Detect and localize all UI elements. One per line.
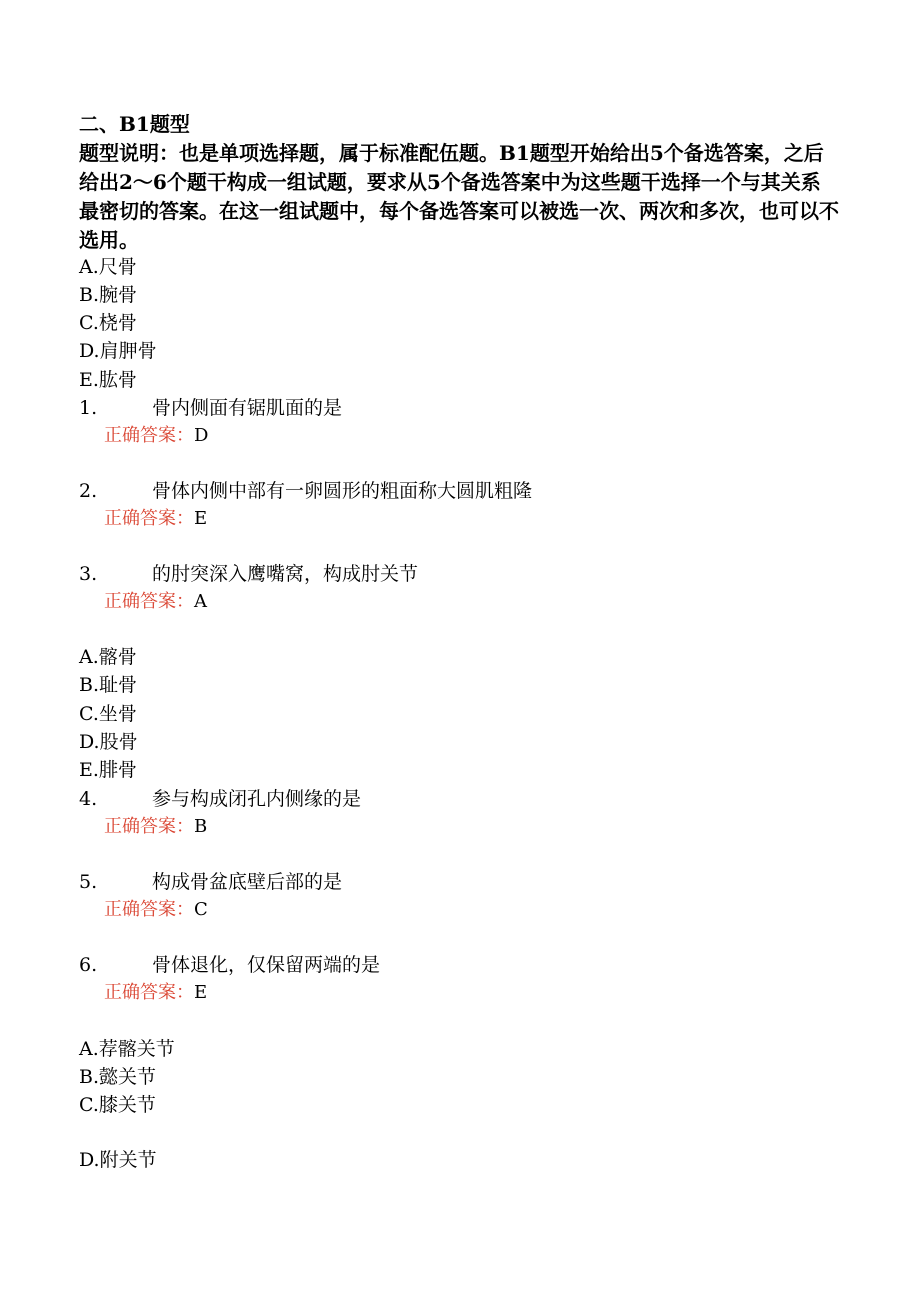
answer-value: B <box>194 816 208 837</box>
answer-label: 正确答案： <box>104 982 194 1003</box>
option-d: D.附关节 <box>79 1149 157 1171</box>
answer-label: 正确答案： <box>104 508 194 529</box>
option-b: B.腕骨 <box>79 284 138 306</box>
answer-value: A <box>194 591 207 612</box>
option-a: A.髂骨 <box>79 646 137 668</box>
question-number: 5. <box>79 871 98 893</box>
answer-value: E <box>194 508 208 529</box>
option-c: C.桡骨 <box>79 312 137 334</box>
answer-line <box>104 814 207 840</box>
question-text: 骨内侧面有锯肌面的是 <box>152 397 343 419</box>
answer-line <box>104 589 207 615</box>
question-text: 的肘突深入鹰嘴窝，构成肘关节 <box>152 563 419 585</box>
option-e: E.肱骨 <box>79 369 137 391</box>
option-a: A.尺骨 <box>79 256 137 278</box>
answer-line <box>104 980 207 1006</box>
question-text: 骨体退化，仅保留两端的是 <box>152 954 381 976</box>
question-text: 骨体内侧中部有一卵圆形的粗面称大圆肌粗隆 <box>152 480 533 502</box>
question-text: 参与构成闭孔内侧缘的是 <box>152 788 362 810</box>
answer-value: D <box>194 425 209 446</box>
answer-label: 正确答案： <box>104 816 194 837</box>
option-b: B.懿关节 <box>79 1066 157 1088</box>
option-b: B.耻骨 <box>79 674 138 696</box>
question-number: 4. <box>79 788 98 810</box>
answer-label: 正确答案： <box>104 425 194 446</box>
answer-line <box>104 897 208 923</box>
question-number: 3. <box>79 563 98 585</box>
option-c: C.膝关节 <box>79 1094 156 1116</box>
option-d: D.股骨 <box>79 731 138 753</box>
question-text: 构成骨盆底壁后部的是 <box>152 871 343 893</box>
answer-value: E <box>194 982 208 1003</box>
question-number: 1. <box>79 397 98 419</box>
section-heading: 二、B1题型 <box>79 112 190 136</box>
question-number: 6. <box>79 954 98 976</box>
answer-value: C <box>194 899 208 920</box>
answer-label: 正确答案： <box>104 899 194 920</box>
option-c: C.坐骨 <box>79 703 137 725</box>
answer-label: 正确答案： <box>104 591 194 612</box>
answer-line <box>104 506 207 532</box>
answer-line <box>104 423 208 449</box>
option-d: D.肩胛骨 <box>79 340 157 362</box>
section-intro: 题型说明：也是单项选择题，属于标准配伍题。B1题型开始给出5个备选答案，之后给出2～6个题干构成一组试题，要求从5个备选答案中为这些题干选择一个与其关系最密切的答案。在这一组试题中，每个备选答案可以被选一次、两次和多次，也可以不选用。 <box>79 141 839 252</box>
option-a: A.荐髂关节 <box>79 1038 175 1060</box>
option-e: E.腓骨 <box>79 759 137 781</box>
question-number: 2. <box>79 480 98 502</box>
